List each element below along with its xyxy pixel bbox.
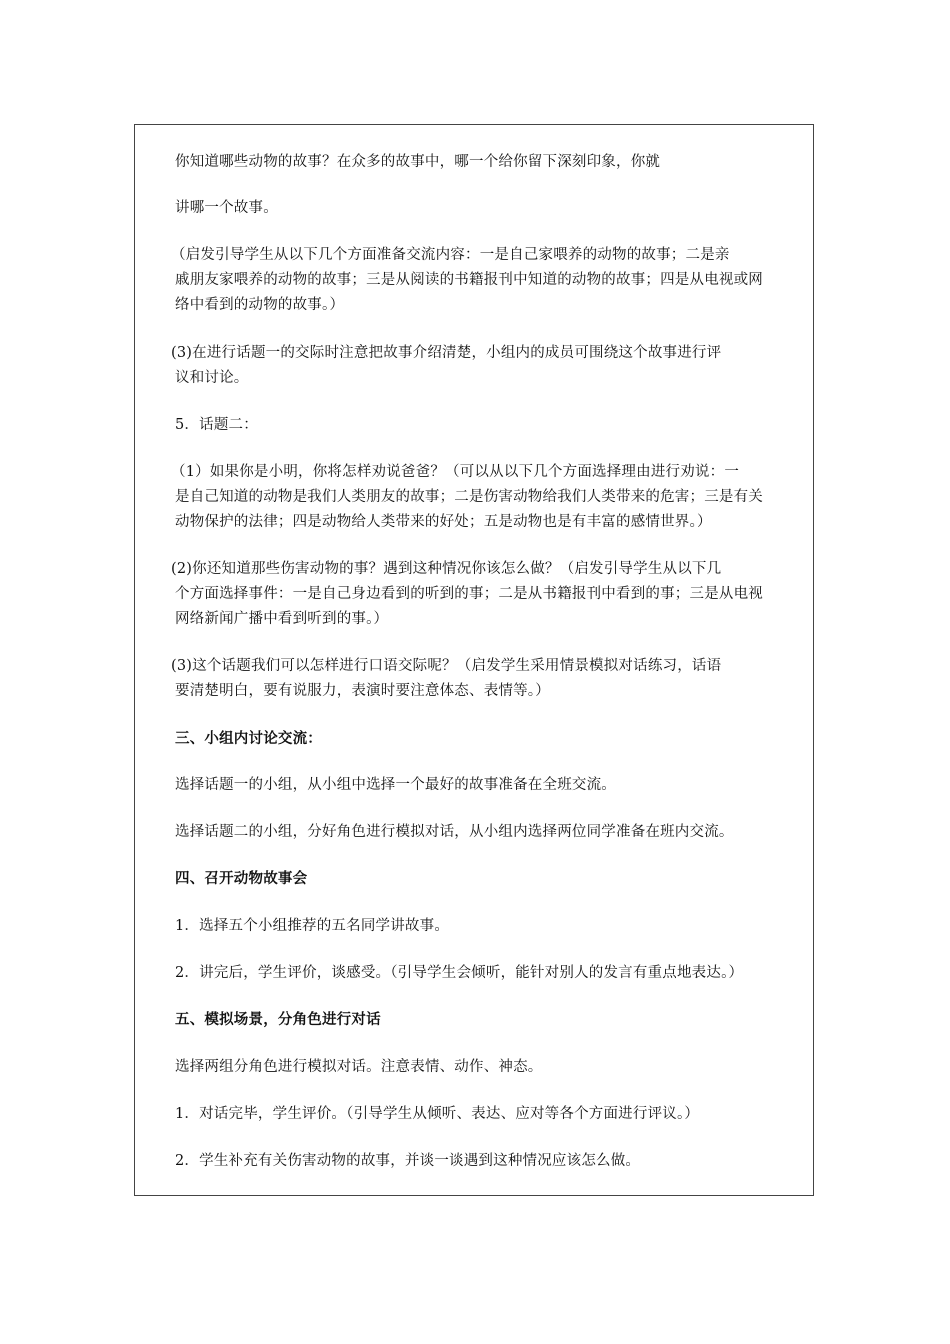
lesson-content-box xyxy=(134,124,814,1196)
paragraph-line: (3)在进行话题一的交际时注意把故事介绍清楚，小组内的成员可围绕这个故事进行评 xyxy=(171,345,722,361)
paragraph-line: 议和讨论。 xyxy=(175,370,249,386)
paragraph-line: (3)这个话题我们可以怎样进行口语交际呢？（启发学生采用情景模拟对话练习，话语 xyxy=(171,658,722,674)
paragraph-line: （启发引导学生从以下几个方面准备交流内容：一是自己家喂养的动物的故事；二是亲 xyxy=(171,247,730,263)
paragraph-line: (2)你还知道那些伤害动物的事？遇到这种情况你该怎么做？（启发引导学生从以下几 xyxy=(171,561,722,577)
paragraph-line: 选择话题一的小组，从小组中选择一个最好的故事准备在全班交流。 xyxy=(175,777,616,793)
section-heading: 三、小组内讨论交流： xyxy=(175,730,322,747)
section-heading: 5．话题二： xyxy=(175,417,258,433)
paragraph-line: 1．选择五个小组推荐的五名同学讲故事。 xyxy=(175,918,450,934)
paragraph-line: 要清楚明白，要有说服力，表演时要注意体态、表情等。） xyxy=(175,683,550,699)
paragraph-line: 个方面选择事件：一是自己身边看到的听到的事；二是从书籍报刊中看到的事；三是从电视 xyxy=(175,586,763,602)
paragraph-line: 你知道哪些动物的故事？在众多的故事中，哪一个给你留下深刻印象，你就 xyxy=(175,154,661,170)
section-heading: 五、模拟场景，分角色进行对话 xyxy=(175,1011,381,1028)
section-heading: 四、召开动物故事会 xyxy=(175,870,308,887)
paragraph-line: 2．学生补充有关伤害动物的故事，并谈一谈遇到这种情况应该怎么做。 xyxy=(175,1153,641,1169)
paragraph-line: 讲哪一个故事。 xyxy=(175,200,278,216)
paragraph-line: 选择话题二的小组，分好角色进行模拟对话，从小组内选择两位同学准备在班内交流。 xyxy=(175,824,734,840)
paragraph-line: 1．对话完毕，学生评价。（引导学生从倾听、表达、应对等各个方面进行评议。） xyxy=(175,1106,700,1122)
paragraph-line: 网络新闻广播中看到听到的事。） xyxy=(175,611,389,627)
paragraph-line: 戚朋友家喂养的动物的故事；三是从阅读的书籍报刊中知道的动物的故事；四是从电视或网 xyxy=(175,272,763,288)
paragraph-line: 2．讲完后，学生评价，谈感受。（引导学生会倾听，能针对别人的发言有重点地表达。） xyxy=(175,965,744,981)
paragraph-line: 是自己知道的动物是我们人类朋友的故事；二是伤害动物给我们人类带来的危害；三是有关 xyxy=(175,489,763,505)
paragraph-line: 选择两组分角色进行模拟对话。注意表情、动作、神态。 xyxy=(175,1059,543,1075)
paragraph-line: 络中看到的动物的故事。） xyxy=(175,297,345,313)
paragraph-line: 动物保护的法律；四是动物给人类带来的好处；五是动物也是有丰富的感情世界。） xyxy=(175,514,712,530)
paragraph-line: （1）如果你是小明，你将怎样劝说爸爸？（可以从以下几个方面选择理由进行劝说：一 xyxy=(171,464,740,480)
